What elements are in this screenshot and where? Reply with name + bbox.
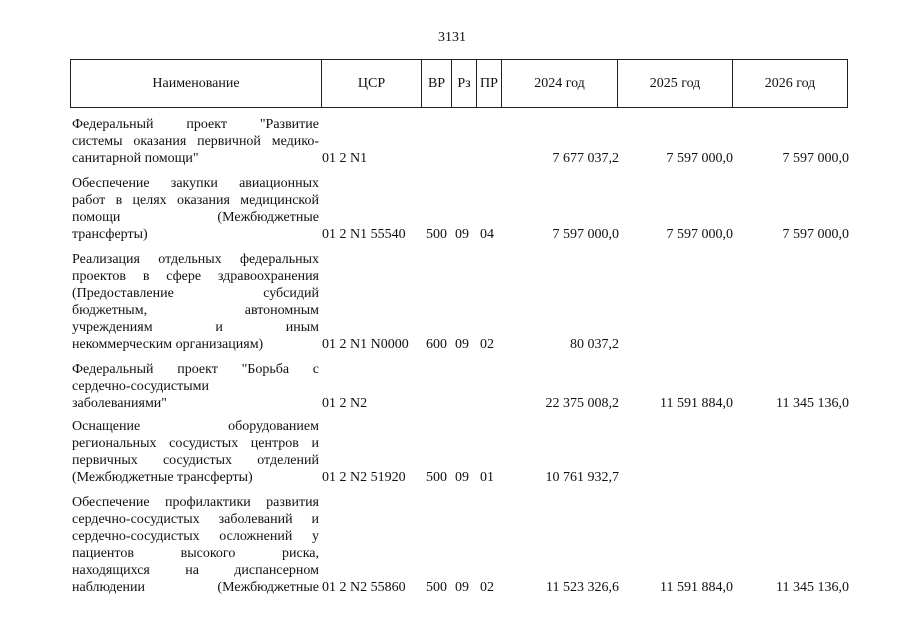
header-2026: 2026 год	[733, 60, 848, 108]
header-vr: ВР	[422, 60, 452, 108]
cell-y2026: 11 345 136,0	[776, 580, 849, 595]
row-name-line: помощи (Межбюджетные	[72, 210, 319, 225]
cell-y2024: 22 375 008,2	[545, 396, 619, 411]
cell-y2024: 80 037,2	[570, 337, 619, 352]
cell-csr: 01 2 N2 55860	[322, 580, 406, 595]
header-csr: ЦСР	[322, 60, 422, 108]
cell-csr: 01 2 N1	[322, 151, 368, 166]
header-name: Наименование	[71, 60, 322, 108]
cell-csr: 01 2 N2 51920	[322, 470, 406, 485]
row-name-line: бюджетным, автономным	[72, 303, 319, 318]
row-name-line: (Предоставление субсидий	[72, 286, 319, 301]
row-name	[72, 251, 319, 353]
row-name	[72, 175, 319, 243]
row-name-line: наблюдении (Межбюджетные	[72, 580, 319, 595]
row-name-line: трансферты)	[72, 227, 148, 242]
cell-y2026: 7 597 000,0	[782, 151, 849, 166]
row-name-line: санитарной помощи"	[72, 151, 199, 166]
row-name-line: некоммерческим организациям)	[72, 337, 264, 352]
cell-pr: 02	[480, 337, 494, 352]
row-name-line: пациентов высокого риска,	[72, 546, 319, 561]
cell-y2025: 11 591 884,0	[660, 580, 733, 595]
cell-vr: 500	[426, 580, 447, 595]
row-name-line: системы оказания первичной медико-	[72, 134, 319, 149]
row-name-line: работ в целях оказания медицинской	[72, 193, 319, 208]
cell-y2025: 7 597 000,0	[666, 151, 733, 166]
cell-vr: 500	[426, 470, 447, 485]
row-name-line: первичных сосудистых отделений	[72, 453, 319, 468]
cell-vr: 600	[426, 337, 447, 352]
cell-vr: 500	[426, 227, 447, 242]
cell-y2024: 7 597 000,0	[552, 227, 619, 242]
table-header	[70, 59, 848, 108]
row-name-line: Оснащение оборудованием	[72, 419, 319, 434]
cell-y2026: 7 597 000,0	[782, 227, 849, 242]
row-name-line: Федеральный проект "Борьба с	[72, 362, 319, 377]
cell-y2025: 11 591 884,0	[660, 396, 733, 411]
cell-rz: 09	[455, 337, 469, 352]
cell-pr: 04	[480, 227, 494, 242]
row-name-line: региональных сосудистых центров и	[72, 436, 319, 451]
header-2024: 2024 год	[502, 60, 618, 108]
row-name-line: находящихся на диспансерном	[72, 563, 319, 578]
row-name-line: Федеральный проект "Развитие	[72, 117, 319, 132]
row-name	[72, 494, 319, 596]
cell-csr: 01 2 N1 N0000	[322, 337, 409, 352]
row-name-line: Обеспечение профилактики развития	[72, 495, 319, 510]
cell-rz: 09	[455, 580, 469, 595]
row-name-line: заболеваниями"	[72, 396, 168, 411]
cell-y2025: 7 597 000,0	[666, 227, 733, 242]
header-rz: Рз	[452, 60, 477, 108]
row-name-line: (Межбюджетные трансферты)	[72, 470, 253, 485]
cell-pr: 02	[480, 580, 494, 595]
row-name-line: Реализация отдельных федеральных	[72, 252, 319, 267]
row-name	[72, 418, 319, 486]
cell-rz: 09	[455, 227, 469, 242]
row-name-line: проектов в сфере здравоохранения	[72, 269, 319, 284]
row-name-line: сердечно-сосудистых осложнений у	[72, 529, 319, 544]
cell-rz: 09	[455, 470, 469, 485]
cell-csr: 01 2 N2	[322, 396, 368, 411]
row-name	[72, 361, 319, 412]
cell-y2026: 11 345 136,0	[776, 396, 849, 411]
row-name-line: Обеспечение закупки авиационных	[72, 176, 319, 191]
cell-csr: 01 2 N1 55540	[322, 227, 406, 242]
row-name-line: учреждениям и иным	[72, 320, 319, 335]
row-name	[72, 116, 319, 167]
row-name-line: сердечно-сосудистых заболеваний и	[72, 512, 319, 527]
header-pr: ПР	[477, 60, 502, 108]
cell-y2024: 7 677 037,2	[552, 151, 619, 166]
page-number: 3131	[438, 30, 466, 45]
row-name-line: сердечно-сосудистыми	[72, 379, 210, 394]
cell-y2024: 10 761 932,7	[545, 470, 619, 485]
cell-y2024: 11 523 326,6	[546, 580, 619, 595]
header-2025: 2025 год	[618, 60, 733, 108]
cell-pr: 01	[480, 470, 494, 485]
